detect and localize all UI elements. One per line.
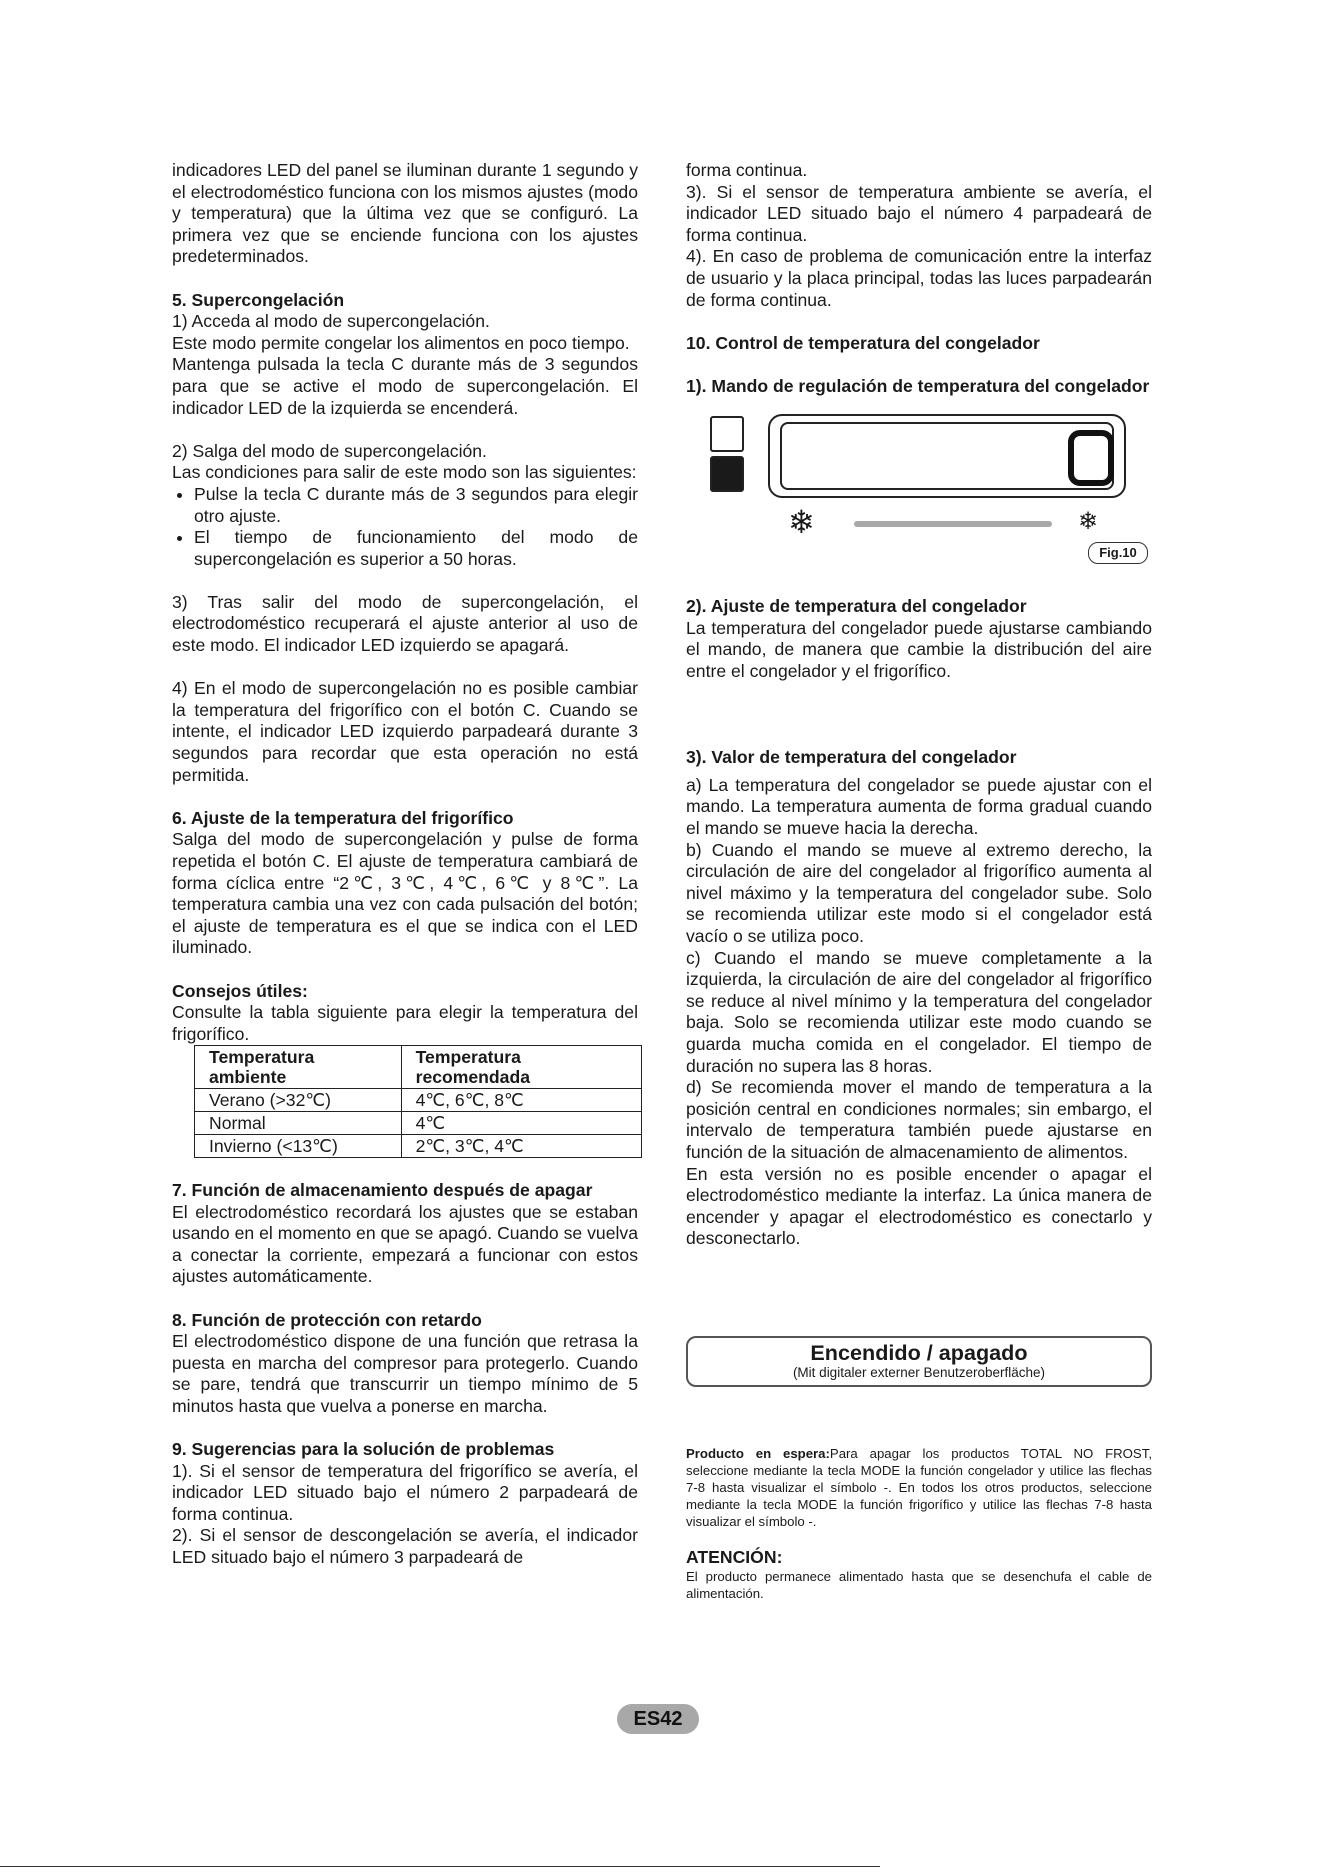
warning-title: ATENCIÓN:: [686, 1546, 783, 1567]
bottom-divider: [0, 1866, 880, 1867]
tips-title: Consejos útiles:: [172, 980, 308, 1001]
section-8-title: 8. Función de protección con retardo: [172, 1309, 482, 1330]
on-off-banner: [686, 1336, 1152, 1387]
section-6-title: 6. Ajuste de la temperatura del frigorífico: [172, 807, 514, 828]
warning-section: [686, 1568, 1152, 1602]
s5-bullet-list: [172, 484, 638, 570]
table-header-cell: Temperatura recomendada: [401, 1046, 641, 1089]
table-header-cell: Temperatura ambiente: [195, 1046, 402, 1089]
s10-point-e: En esta versión no es posible encender o apagar el electrodoméstico mediante la interfaz. La única manera de encender y apagar el electrodoméstico es conectarlo y desconectarlo.: [686, 1163, 1152, 1249]
intro-paragraph: indicadores LED del panel se iluminan durante 1 segundo y el electrodoméstico funciona con los mismos ajustes (modo y temperatura) que la última vez que se configuró. La primera vez que se enciende funciona con los ajustes predeterminados.: [172, 160, 638, 267]
control-panel-inner: [780, 422, 1114, 490]
continuation-text: forma continua.: [686, 160, 808, 180]
temperature-slider-track: [854, 521, 1052, 527]
snowflake-high-icon: ❄: [1078, 507, 1099, 535]
s6-p1: Salga del modo de supercongelación y pulse de forma repetida el botón C. El ajuste de temperatura cambiará de forma cíclica entre “2℃, 3℃, 4℃, 6℃ y 8℃”. La temperatura cambia una vez con cada pulsación del botón; el ajuste de temperatura es el que se indica con el LED iluminado.: [172, 829, 638, 958]
s10-sub2-text: La temperatura del congelador puede ajustarse cambiando el mando, de manera que cambie la distribución del aire entre el congelador y el frigorífico.: [686, 617, 1152, 681]
fig-10-label: Fig.10: [1088, 542, 1148, 564]
section-7-title: 7. Función de almacenamiento después de apagar: [172, 1179, 593, 1200]
standby-text: Para apagar los productos TOTAL NO FROST, seleccione mediante la tecla MODE la función congelador y utilice las flechas 7-8 hasta visualizar el símbolo -. En todos los otros productos, seleccione mediante la tecla MODE la función frigorífico y utilice las flechas 7-8 hasta visualizar el símbolo -.: [686, 1445, 1152, 1529]
s10-point-a: a) La temperatura del congelador se puede ajustar con el mando. La temperatura aumenta de forma gradual cuando el mando se mueve hacia la derecha.: [686, 774, 1152, 839]
s5-p4: 2) Salga del modo de supercongelación.: [172, 440, 487, 461]
page-number-badge: ES42: [617, 1704, 699, 1734]
warning-text: El producto permanece alimentado hasta que se desenchufa el cable de alimentación.: [686, 1568, 1152, 1601]
s5-p3: Mantenga pulsada la tecla C durante más de 3 segundos para que se active el modo de supercongelación. El indicador LED de la izquierda se encenderá.: [172, 354, 638, 418]
s5-p7: 4) En el modo de supercongelación no es posible cambiar la temperatura del frigorífico con el botón C. Cuando se intente, el indicador LED izquierdo parpadeará durante 3 segundos para recordar que esta operación no está permitida.: [172, 678, 638, 785]
banner-subtitle: (Mit digitaler externer Benutzeroberfläche): [792, 1364, 1046, 1380]
table-cell: 4℃, 6℃, 8℃: [401, 1089, 641, 1112]
s10-point-b: b) Cuando el mando se mueve al extremo derecho, la circulación de aire del congelador al frigorífico aumenta al nivel máximo y la temperatura del congelador sube. Solo se recomienda utilizar este modo si el congelador está vacío o se utiliza poco.: [686, 839, 1152, 947]
s10-point-d: d) Se recomienda mover el mando de temperatura a la posición central en condiciones normales; sin embargo, el intervalo de temperatura también puede ajustarse en función de la situación de almacenamiento de alimentos.: [686, 1077, 1152, 1162]
table-cell: Verano (>32℃): [195, 1089, 402, 1112]
table-cell: 2℃, 3℃, 4℃: [401, 1135, 641, 1158]
s5-p6: 3) Tras salir del modo de supercongelación, el electrodoméstico recuperará el ajuste anterior al uso de este modo. El indicador LED izquierdo se apagará.: [172, 591, 638, 656]
table-cell: Invierno (<13℃): [195, 1135, 402, 1158]
section-9-title: 9. Sugerencias para la solución de problemas: [172, 1439, 555, 1460]
snowflake-low-icon: ❄: [788, 503, 815, 540]
tips-text: Consulte la tabla siguiente para elegir la temperatura del frigorífico.: [172, 1002, 638, 1044]
s9-p2: 2). Si el sensor de descongelación se avería, el indicador LED situado bajo el número 3 parpadeará de: [172, 1525, 638, 1568]
table-row: [195, 1135, 642, 1158]
banner-title: Encendido / apagado: [810, 1339, 1028, 1365]
table-cell: Normal: [195, 1112, 402, 1135]
section-10-title: 10. Control de temperatura del congelador: [686, 332, 1040, 353]
s8-p1: El electrodoméstico dispone de una función que retrasa la puesta en marcha del compresor para protegerlo. Cuando se pare, tendrá que transcurrir un tiempo mínimo de 5 minutos hasta que vuelva a ponerse en marcha.: [172, 1331, 638, 1416]
s5-p1: 1) Acceda al modo de supercongelación.: [172, 311, 490, 332]
s7-p1: El electrodoméstico recordará los ajustes que se estaban usando en el momento en que se apagó. Cuando se vuelva a conectar la corriente, empezará a funcionar con estos ajustes automáticamente.: [172, 1201, 638, 1287]
s5-p5: Las condiciones para salir de este modo son las siguientes:: [172, 462, 637, 483]
right-column: [686, 160, 1152, 1602]
table-header-row: [195, 1046, 642, 1089]
table-row: [195, 1112, 642, 1135]
s9-p3: 3). Si el sensor de temperatura ambiente se avería, el indicador LED situado bajo el número 4 parpadeará de forma continua.: [686, 181, 1152, 245]
s5-p2: Este modo permite congelar los alimentos en poco tiempo.: [172, 332, 630, 353]
table-row: [195, 1089, 642, 1112]
s10-sub2-title: 2). Ajuste de temperatura del congelador: [686, 596, 1027, 617]
s9-p4: 4). En caso de problema de comunicación entre la interfaz de usuario y la placa principal, todas las luces parpadearán de forma continua.: [686, 246, 1152, 310]
s10-point-c: c) Cuando el mando se mueve completamente a la izquierda, la circulación de aire del congelador al frigorífico se reduce al nivel mínimo y la temperatura del congelador baja. Solo se recomienda utilizar este modo cuando se guarda mucha comida en el congelador. El tiempo de duración no supera las 8 horas.: [686, 947, 1152, 1076]
table-cell: 4℃: [401, 1112, 641, 1135]
list-item: • El tiempo de funcionamiento del modo de supercongelación es superior a 50 horas.: [194, 527, 638, 570]
freezer-control-figure: [686, 410, 1152, 575]
s9-p1: 1). Si el sensor de temperatura del frigorífico se avería, el indicador LED situado bajo el número 2 parpadeará de forma continua.: [172, 1460, 638, 1524]
temperature-table: [194, 1045, 642, 1158]
knob-slider-handle[interactable]: [1068, 430, 1114, 486]
indicator-empty-square: [710, 416, 744, 452]
standby-label: Producto en espera:: [686, 1445, 830, 1461]
s10-sub1-title: 1). Mando de regulación de temperatura del congelador: [686, 375, 1150, 396]
standby-paragraph: [686, 1445, 1152, 1530]
list-item: • Pulse la tecla C durante más de 3 segundos para elegir otro ajuste.: [194, 484, 638, 527]
standby-section: [686, 1445, 1152, 1530]
indicator-filled-square: [710, 456, 744, 492]
left-column: [172, 160, 638, 1569]
section-5-title: 5. Supercongelación: [172, 289, 345, 310]
s10-sub3-title: 3). Valor de temperatura del congelador: [686, 747, 1017, 768]
